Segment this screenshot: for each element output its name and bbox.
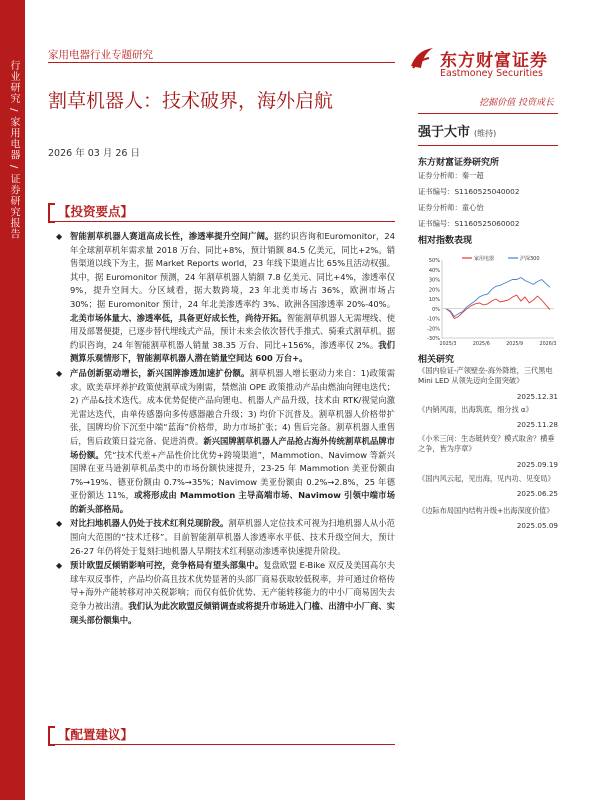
bullet-bold: 我们测算乐观情形下，智能割草机器人潜在销量空间达 600 万台+。 <box>70 339 395 364</box>
bullet-bold: 对比扫地机器人仍处于技术红利兑现阶段。 <box>70 518 229 529</box>
rating-value: 强于大市 <box>418 125 471 140</box>
series-line-home-appliance <box>446 295 550 318</box>
related-report-title: 《边际布局国内结构升级+出海深度价值》 <box>418 506 554 515</box>
sidebar <box>0 0 25 800</box>
bullet-text: 据约识咨询和Euromonitor，24 年全球割草机年需求量 2018 万台、同比+8%，预计销额 84.5 亿美元，同比+2%。销售渠道以线下为主，据 Market Reports world，23 年线下渠道占比 65%且活动权强。其中，据 Euromonitor 预测，24 年割草机器人销额 7.8 亿美元、同比+4%，渗透率仅 9%，提升空间大。分区域看，据大数跨境，23 年北美市场占 36%，欧洲市场占 30%；据 Euromonitor 预计，24 年北美渗透率约 3%、欧洲各国渗透率 20%-40%。 <box>70 231 395 309</box>
section-config-advice <box>48 724 395 745</box>
diamond-bullet-icon: ◆ <box>56 368 63 378</box>
related-report-title: 《小米三问：生态链转变？模式取舍？横垂之争，皆为序章》 <box>418 434 555 453</box>
section-title: 【配置建议】 <box>58 727 134 742</box>
report-date: 2026 年 03 月 26 日 <box>48 148 140 159</box>
legend-label: 沪深300 <box>520 256 540 262</box>
x-tick-label: 2025/6 <box>472 342 490 347</box>
right-divider <box>418 145 558 146</box>
section-title: 【投资要点】 <box>58 204 134 219</box>
related-report-date: 2025.11.28 <box>516 420 558 429</box>
diamond-bullet-icon: ◆ <box>56 232 63 241</box>
related-report-date: 2025.09.19 <box>516 460 558 469</box>
x-tick-label: 2025/3 <box>439 342 457 347</box>
bullet-text: 智能割草机器人无需埋线、使用及部署便捷，已逐步替代埋线式产品，预计未来会依次替代手推式、骑乘式割草机。据约识咨询，24 年智能割草机器人销量 38.35 万台、同比+156%，渗透率仅 2%。 <box>70 312 395 350</box>
legend-label: 家用电器 <box>474 256 495 262</box>
bullet-bold: 北美市场体量大、渗透率低，具备更好成长性，尚待开拓。 <box>70 312 287 323</box>
bullet-bold: 新兴国牌割草机器人产品抢占海外传统割草机品牌市场份额。 <box>70 435 395 460</box>
y-tick-label: 50% <box>428 258 440 264</box>
bullet-text: 凭“技术代差+产品性价比优势+跨境渠道”，Mammotion、Navimow 等新兴国牌在亚马逊割草机品类中的市场份额快速提升，23-25 年 Mammotion 美亚份额由 7%→19%、德亚份额由 0.7%→35%；Navimow 美亚份额由 0.2%→2.8%，25 年德亚份额达 11%， <box>70 449 395 501</box>
analyst-cert: 证书编号：S1160525060002 <box>418 219 520 228</box>
bullet-paragraph <box>56 367 395 517</box>
related-report-title: 《国内验证-产领壁垒-海外降维，三代黑电 Mini LED 从领先迈向全面突破》 <box>418 366 553 385</box>
bullet-paragraph <box>56 230 395 366</box>
bullet-bold: 我们认为此次欧盟反倾销调查或将提升市场进入门槛、出清中小厂商、实现头部份额集中。 <box>70 601 395 625</box>
slogan: 挖掘价值 投资成长 <box>479 98 554 108</box>
y-tick-label: -20% <box>427 326 440 333</box>
bullet-paragraph <box>56 559 395 627</box>
y-tick-label: -10% <box>427 316 440 323</box>
bullet-text: 割草机器人定位技术可视为扫地机器人从小范围向大范围的“技术迁移”。目前智能割草机器人渗透率水平低、技术升级空间大，预计 26-27 年仍将处于复刻扫地机器人早期技术红利驱动渗透率快速提升阶段。 <box>70 518 395 556</box>
section-bracket <box>48 203 55 223</box>
related-report-title: 《内销风雨，出海筑底，细分找 α》 <box>418 405 533 414</box>
relative-index-chart <box>418 252 558 350</box>
eastmoney-logo-icon <box>409 46 435 70</box>
diamond-bullet-icon: ◆ <box>56 519 63 529</box>
bullet-bold: 智能割草机器人赛道高成长性，渗透率提升空间广阔。 <box>70 231 274 241</box>
logo-english-name: Eastmoney Securities <box>440 68 543 79</box>
section-bracket <box>48 726 55 746</box>
bullet-text: 复盘欧盟 E-Bike 双反及美国高尔夫球车双反事件，产品均价高且技术优势显著的头部厂商易获取较低税率，并可通过价格传导+海外产能转移对冲关税影响；而仅有低价优势、无产能转移能力的中小厂商易因失去竞争力被出清。 <box>70 560 395 612</box>
report-category: 家用电器行业专题研究 <box>48 49 153 61</box>
related-research-heading: 相关研究 <box>418 355 455 365</box>
header-divider <box>48 62 395 63</box>
report-title: 割草机器人：技术破界，海外启航 <box>48 90 334 112</box>
related-report-date: 2025.06.25 <box>516 489 558 498</box>
research-institute: 东方财富证券研究所 <box>418 158 500 168</box>
analyst-name: 证券分析师：童心怡 <box>418 203 484 212</box>
chart-heading: 相对指数表现 <box>418 236 473 246</box>
analyst-cert: 证书编号：S1160525040002 <box>418 187 520 196</box>
section-invest-points <box>48 201 395 222</box>
y-tick-label: 30% <box>428 277 440 284</box>
diamond-bullet-icon: ◆ <box>56 561 63 571</box>
y-tick-label: -30% <box>427 336 440 342</box>
invest-points-list <box>56 230 395 628</box>
y-tick-label: 10% <box>428 297 440 303</box>
related-report-date: 2025.05.09 <box>516 521 558 530</box>
y-tick-label: 0% <box>432 306 440 313</box>
bullet-bold: 产品创新驱动增长，新兴国牌渗透加速扩份额。 <box>70 367 250 378</box>
right-divider <box>418 113 558 114</box>
x-tick-label: 2026/3 <box>539 342 557 347</box>
industry-rating <box>418 121 496 140</box>
bullet-text: 割草机器人增长驱动力来自：1)政策需求。欧美草坪养护政策使割草成为刚需，禁燃油 OPE 政策推动产品由燃油向锂电迭代；2) 产品&技术迭代。成本优势促使产品向锂电、机器人产品升级，技术由 RTK/视觉向激光雷达迭代，由单传感器向多传感器融合升级；3) 均价下沉普及。割草机器人价格带扩张，国牌均价下沉至中端“蓝海”价格带，助力市场扩张；4) 售后完备。割草机器人重售后，售后政策日益完备、促进消费。 <box>70 367 395 446</box>
y-tick-label: 40% <box>428 267 440 274</box>
related-report-date: 2025.12.31 <box>516 392 558 401</box>
y-tick-label: 20% <box>428 287 440 294</box>
bullet-paragraph <box>56 517 395 558</box>
bullet-bold: 预计欧盟反倾销影响可控，竞争格局有望头部集中。 <box>70 560 264 571</box>
bullet-bold: 或将形成由 Mammotion 主导高端市场、Navimow 引领中端市场的新头部格局。 <box>70 490 395 514</box>
sidebar-text: 行业研究 / 家用电器 / 证券研究报告 <box>8 60 19 240</box>
logo-name: 东方财富证券 <box>440 51 548 71</box>
x-tick-label: 2025/9 <box>506 342 524 347</box>
rating-note: (维持) <box>474 129 497 138</box>
analyst-name: 证券分析师：秦一超 <box>418 171 484 180</box>
related-report-title: 《国内风云起，见出海，见内功、见变局》 <box>418 474 555 483</box>
series-line-hs300 <box>446 278 550 317</box>
